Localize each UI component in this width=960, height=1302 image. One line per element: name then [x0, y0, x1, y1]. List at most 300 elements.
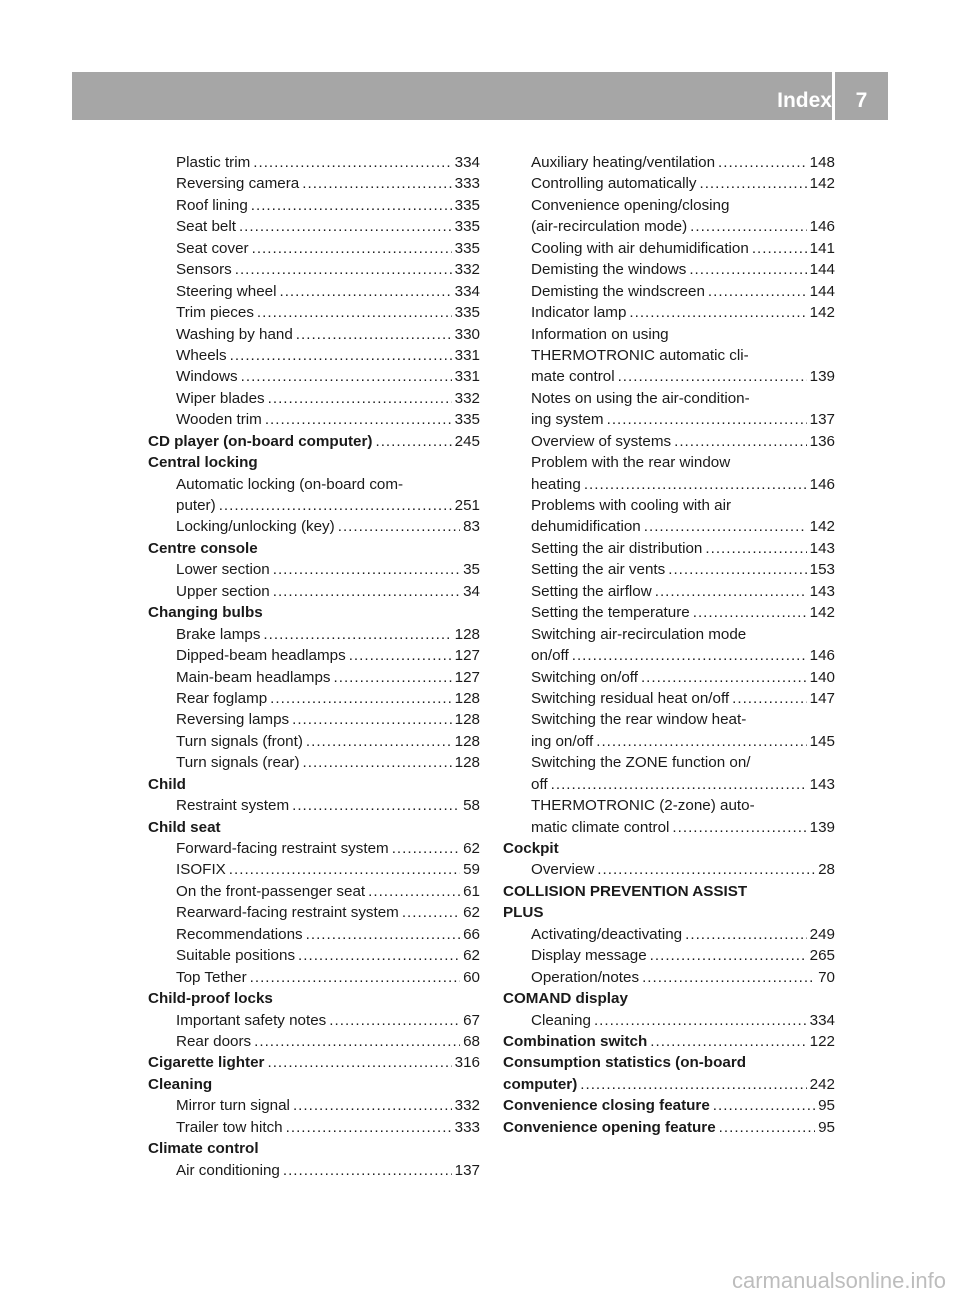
- entry-label: Seat belt: [176, 218, 236, 236]
- index-subentry: [503, 474, 835, 495]
- page-ref: 316: [454, 1054, 480, 1072]
- index-heading: Cleaning: [148, 1075, 213, 1093]
- index-subentry: [503, 645, 835, 666]
- entry-label: Setting the air vents: [531, 561, 666, 579]
- dot-leader: [334, 667, 452, 688]
- page-ref: 139: [809, 368, 835, 386]
- section-title: Index: [777, 89, 832, 112]
- dot-leader: [296, 324, 452, 345]
- index-subentry: [148, 409, 480, 430]
- entry-label: Reversing camera: [176, 175, 300, 193]
- index-heading: Consumption statistics (on-board: [503, 1054, 746, 1072]
- dot-leader: [693, 602, 807, 623]
- index-subentry: [503, 859, 835, 880]
- page-ref: 146: [809, 647, 835, 665]
- dot-leader: [690, 216, 807, 237]
- dot-leader: [685, 924, 807, 945]
- page-ref: 265: [809, 947, 835, 965]
- entry-label: Cigarette lighter: [148, 1054, 265, 1072]
- entry-label: Operation/notes: [531, 968, 640, 986]
- page-ref: 35: [463, 561, 480, 579]
- page-ref: 242: [809, 1075, 835, 1093]
- dot-leader: [699, 173, 806, 194]
- dot-leader: [273, 581, 460, 602]
- dot-leader: [641, 667, 807, 688]
- index-subentry: [148, 1031, 480, 1052]
- page-ref: 153: [809, 561, 835, 579]
- dot-leader: [732, 688, 807, 709]
- dot-leader: [689, 259, 806, 280]
- index-subentry: [148, 752, 480, 773]
- entry-label: Trailer tow hitch: [176, 1118, 283, 1136]
- page-ref: 147: [809, 689, 835, 707]
- page-ref: 62: [463, 904, 480, 922]
- dot-leader: [329, 1010, 460, 1031]
- index-subentry: [503, 281, 835, 302]
- entry-label: Setting the temperature: [531, 604, 690, 622]
- entry-label: dehumidification: [531, 518, 641, 536]
- index-subentry: [148, 838, 480, 859]
- page-ref: 62: [463, 840, 480, 857]
- index-subentry: [503, 602, 835, 623]
- index-subentry-text: Problem with the rear window: [531, 454, 731, 472]
- entry-label: Trim pieces: [176, 304, 254, 322]
- entry-label: Auxiliary heating/ventilation: [531, 154, 716, 171]
- index-subentry: [148, 324, 480, 345]
- entry-label: Brake lamps: [176, 625, 261, 643]
- entry-label: Lower section: [176, 561, 270, 579]
- entry-label: puter): [176, 497, 216, 514]
- entry-label: Sensors: [176, 261, 232, 279]
- index-subentry: [148, 516, 480, 537]
- dot-leader: [642, 967, 815, 988]
- entry-label: Overview: [531, 861, 595, 879]
- index-heading: Cockpit: [503, 840, 559, 857]
- index-subentry: [148, 945, 480, 966]
- index-subentry: [148, 302, 480, 323]
- index-subentry: [148, 152, 480, 173]
- dot-leader: [283, 1160, 452, 1181]
- entry-label: Wooden trim: [176, 411, 262, 429]
- dot-leader: [298, 945, 460, 966]
- dot-leader: [230, 345, 452, 366]
- index-heading: Child: [148, 775, 186, 793]
- index-subentry: [503, 924, 835, 945]
- page-ref: 127: [454, 647, 480, 665]
- page-ref: 58: [463, 797, 480, 815]
- dot-leader: [267, 1052, 451, 1073]
- entry-label: Main-beam headlamps: [176, 668, 331, 686]
- entry-label: Wheels: [176, 346, 227, 364]
- page-ref: 83: [463, 518, 480, 536]
- page-ref: 140: [809, 668, 835, 686]
- index-subentry-text: Convenience opening/closing: [531, 196, 730, 214]
- index-subentry: [503, 173, 835, 194]
- entry-label: Recommendations: [176, 925, 303, 943]
- dot-leader: [644, 516, 807, 537]
- page-ref: 146: [809, 218, 835, 236]
- index-subentry: [148, 731, 480, 752]
- index-heading-entry: [503, 1031, 835, 1052]
- page-ref: 332: [454, 389, 480, 407]
- dot-leader: [349, 645, 452, 666]
- index-subentry: [148, 495, 480, 516]
- dot-leader: [584, 474, 807, 495]
- dot-leader: [279, 281, 451, 302]
- index-subentry: [148, 388, 480, 409]
- page-ref: 143: [809, 582, 835, 600]
- index-subentry: [148, 281, 480, 302]
- dot-leader: [618, 366, 807, 387]
- index-heading-entry: [503, 1117, 835, 1138]
- page-ref: 128: [454, 754, 480, 772]
- page-ref: 335: [454, 218, 480, 236]
- index-subentry: [148, 559, 480, 580]
- index-subentry: [148, 924, 480, 945]
- entry-label: Forward-facing restraint system: [176, 840, 389, 857]
- entry-label: Steering wheel: [176, 282, 277, 300]
- entry-label: Air conditioning: [176, 1161, 280, 1179]
- entry-label: Rear doors: [176, 1032, 252, 1050]
- page-ref: 245: [454, 432, 480, 450]
- entry-label: Display message: [531, 947, 647, 965]
- entry-label: Plastic trim: [176, 154, 251, 171]
- page-ref: 128: [454, 625, 480, 643]
- entry-label: Suitable positions: [176, 947, 296, 965]
- entry-label: ing on/off: [531, 732, 594, 750]
- entry-label: Indicator lamp: [531, 304, 627, 322]
- dot-leader: [551, 774, 807, 795]
- dot-leader: [607, 409, 807, 430]
- index-subentry: [148, 581, 480, 602]
- dot-leader: [655, 581, 807, 602]
- page-ref: 67: [463, 1011, 480, 1029]
- entry-label: ing system: [531, 411, 604, 429]
- entry-label: Locking/unlocking (key): [176, 518, 335, 536]
- dot-leader: [713, 1095, 815, 1116]
- index-heading: Changing bulbs: [148, 604, 263, 622]
- dot-leader: [286, 1117, 452, 1138]
- index-heading: COMAND display: [503, 990, 628, 1008]
- index-subentry: [503, 1010, 835, 1031]
- dot-leader: [674, 431, 807, 452]
- page-ref: 122: [809, 1032, 835, 1050]
- index-column-left: [148, 152, 480, 1181]
- index-subentry: [503, 259, 835, 280]
- index-heading-entry: [148, 431, 480, 452]
- index-subentry: [148, 216, 480, 237]
- dot-leader: [292, 709, 452, 730]
- page-ref: 335: [454, 304, 480, 322]
- index-subentry: [148, 902, 480, 923]
- dot-leader: [263, 624, 451, 645]
- index-subentry-text: Automatic locking (on-board com-: [176, 475, 404, 493]
- entry-label: Controlling automatically: [531, 175, 697, 193]
- index-subentry: [503, 967, 835, 988]
- page-ref: 59: [463, 861, 480, 879]
- index-subentry: [148, 259, 480, 280]
- page-ref: 137: [454, 1161, 480, 1179]
- dot-leader: [253, 152, 451, 173]
- dot-leader: [265, 409, 452, 430]
- index-subentry: [503, 945, 835, 966]
- entry-label: Washing by hand: [176, 325, 293, 343]
- index-subentry: [148, 881, 480, 902]
- watermark: carmanualsonline.info: [731, 1268, 946, 1293]
- entry-label: Demisting the windscreen: [531, 282, 705, 300]
- page-ref: 95: [818, 1097, 835, 1115]
- index-subentry-text: Problems with cooling with air: [531, 497, 732, 514]
- entry-label: matic climate control: [531, 818, 670, 836]
- dot-leader: [251, 195, 452, 216]
- page-number: 7: [855, 89, 868, 112]
- page-ref: 146: [809, 475, 835, 493]
- index-subentry-text: Switching the ZONE function on/: [531, 754, 751, 772]
- page-ref: 66: [463, 925, 480, 943]
- index-subentry: [148, 859, 480, 880]
- page-ref: 333: [454, 175, 480, 193]
- entry-label: Turn signals (front): [176, 732, 303, 750]
- index-subentry: [503, 538, 835, 559]
- page-ref: 144: [809, 261, 835, 279]
- index-subentry: [503, 667, 835, 688]
- index-subentry: [148, 709, 480, 730]
- index-subentry: [148, 195, 480, 216]
- entry-label: Dipped-beam headlamps: [176, 647, 346, 665]
- dot-leader: [375, 431, 451, 452]
- index-subentry-text: THERMOTRONIC automatic cli-: [531, 346, 749, 364]
- page-ref: 128: [454, 689, 480, 707]
- page-ref: 332: [454, 1097, 480, 1115]
- page-ref: 332: [454, 261, 480, 279]
- entry-label: Rear foglamp: [176, 689, 268, 707]
- dot-leader: [306, 924, 460, 945]
- index-subentry: [503, 431, 835, 452]
- page-ref: 334: [454, 154, 480, 171]
- index-subentry: [148, 667, 480, 688]
- entry-label: Important safety notes: [176, 1011, 327, 1029]
- entry-label: Cleaning: [531, 1011, 591, 1029]
- entry-label: (air-recirculation mode): [531, 218, 688, 236]
- entry-label: Cooling with air dehumidification: [531, 239, 749, 257]
- page-ref: 144: [809, 282, 835, 300]
- index-subentry-text: THERMOTRONIC (2-zone) auto-: [531, 797, 755, 815]
- page-ref: 34: [463, 582, 480, 600]
- index-heading: COLLISION PREVENTION ASSIST: [503, 882, 748, 900]
- page-ref: 335: [454, 239, 480, 257]
- dot-leader: [241, 366, 452, 387]
- index-subentry-text: Switching the rear window heat-: [531, 711, 747, 729]
- dot-leader: [235, 259, 452, 280]
- page-ref: 142: [809, 175, 835, 193]
- dot-leader: [580, 1074, 806, 1095]
- index-subentry: [148, 173, 480, 194]
- page-ref: 330: [454, 325, 480, 343]
- page-ref: 148: [809, 154, 835, 171]
- entry-label: Windows: [176, 368, 238, 386]
- index-subentry: [148, 624, 480, 645]
- page-ref: 145: [809, 732, 835, 750]
- entry-label: Overview of systems: [531, 432, 672, 450]
- dot-leader: [368, 881, 460, 902]
- dot-leader: [338, 516, 460, 537]
- index-heading: Climate control: [148, 1140, 259, 1158]
- dot-leader: [257, 302, 452, 323]
- index-subentry-text: Switching air-recirculation mode: [531, 625, 747, 643]
- dot-leader: [303, 752, 452, 773]
- entry-label: Activating/deactivating: [531, 925, 683, 943]
- page-ref: 333: [454, 1118, 480, 1136]
- page-ref: 95: [818, 1118, 835, 1136]
- index-subentry: [148, 1160, 480, 1181]
- dot-leader: [594, 1010, 807, 1031]
- page-ref: 139: [809, 818, 835, 836]
- entry-label: Switching on/off: [531, 668, 638, 686]
- dot-leader: [668, 559, 806, 580]
- page-ref: 335: [454, 411, 480, 429]
- dot-leader: [392, 838, 460, 859]
- dot-leader: [752, 238, 807, 259]
- index-subentry: [148, 345, 480, 366]
- index-heading-entry: [148, 1052, 480, 1073]
- dot-leader: [239, 216, 452, 237]
- entry-label: off: [531, 775, 548, 793]
- entry-label: Restraint system: [176, 797, 290, 815]
- index-subentry-text: Information on using: [531, 325, 669, 343]
- entry-label: Seat cover: [176, 239, 249, 257]
- entry-label: Combination switch: [503, 1032, 648, 1050]
- dot-leader: [268, 388, 452, 409]
- page-ref: 334: [454, 282, 480, 300]
- index-subentry: [503, 559, 835, 580]
- entry-label: Setting the air distribution: [531, 539, 703, 557]
- entry-label: heating: [531, 475, 581, 493]
- page-ref: 142: [809, 304, 835, 322]
- dot-leader: [718, 152, 807, 173]
- index-subentry: [503, 302, 835, 323]
- page-ref: 142: [809, 518, 835, 536]
- index-subentry: [148, 795, 480, 816]
- page-ref: 28: [818, 861, 835, 879]
- page-ref: 70: [818, 968, 835, 986]
- index-subentry: [148, 688, 480, 709]
- index-subentry: [503, 817, 835, 838]
- page-ref: 143: [809, 775, 835, 793]
- entry-label: mate control: [531, 368, 615, 386]
- entry-label: Demisting the windows: [531, 261, 687, 279]
- page-ref: 331: [454, 346, 480, 364]
- entry-label: CD player (on-board computer): [148, 432, 373, 450]
- index-subentry-text: Notes on using the air-condition-: [531, 389, 750, 407]
- dot-leader: [292, 795, 460, 816]
- page-ref: 60: [463, 968, 480, 986]
- index-subentry: [503, 409, 835, 430]
- entry-label: Convenience opening feature: [503, 1118, 716, 1136]
- entry-label: Setting the airflow: [531, 582, 652, 600]
- index-heading: Child seat: [148, 818, 221, 836]
- index-subentry: [148, 645, 480, 666]
- dot-leader: [293, 1095, 452, 1116]
- entry-label: computer): [503, 1075, 578, 1093]
- entry-label: ISOFIX: [176, 861, 226, 879]
- index-subentry: [503, 581, 835, 602]
- index-subentry: [503, 774, 835, 795]
- index-column-right: [503, 152, 835, 1138]
- dot-leader: [719, 1117, 815, 1138]
- dot-leader: [306, 731, 452, 752]
- dot-leader: [252, 238, 452, 259]
- index-heading: PLUS: [503, 904, 544, 922]
- dot-leader: [229, 859, 460, 880]
- page-ref: 142: [809, 604, 835, 622]
- index-heading: Centre console: [148, 539, 258, 557]
- page-ref: 331: [454, 368, 480, 386]
- index-subentry: [503, 238, 835, 259]
- entry-label: on/off: [531, 647, 569, 665]
- dot-leader: [705, 538, 806, 559]
- page-ref: 251: [454, 497, 480, 514]
- index-subentry: [503, 152, 835, 173]
- dot-leader: [596, 731, 806, 752]
- page-ref: 128: [454, 732, 480, 750]
- index-subentry: [148, 1095, 480, 1116]
- entry-label: Top Tether: [176, 968, 247, 986]
- index-subentry: [503, 731, 835, 752]
- entry-label: Convenience closing feature: [503, 1097, 710, 1115]
- entry-label: Mirror turn signal: [176, 1097, 290, 1115]
- entry-label: Switching residual heat on/off: [531, 689, 730, 707]
- page-ref: 143: [809, 539, 835, 557]
- page-ref: 61: [463, 882, 480, 900]
- index-subentry: [503, 516, 835, 537]
- index-subentry: [148, 1117, 480, 1138]
- index-heading-entry: [503, 1095, 835, 1116]
- page-ref: 249: [809, 925, 835, 943]
- index-subentry: [503, 216, 835, 237]
- index-heading-entry: [503, 1074, 835, 1095]
- entry-label: Roof lining: [176, 196, 248, 214]
- page-ref: 68: [463, 1032, 480, 1050]
- index-subentry: [503, 366, 835, 387]
- dot-leader: [219, 495, 452, 516]
- index-subentry: [148, 238, 480, 259]
- index-subentry: [148, 967, 480, 988]
- page-ref: 137: [809, 411, 835, 429]
- dot-leader: [302, 173, 451, 194]
- page-ref: 335: [454, 196, 480, 214]
- index-subentry: [503, 688, 835, 709]
- page-ref: 136: [809, 432, 835, 450]
- entry-label: On the front-passenger seat: [176, 882, 366, 900]
- index-heading: Central locking: [148, 454, 258, 472]
- entry-label: Rearward-facing restraint system: [176, 904, 399, 922]
- page-ref: 128: [454, 711, 480, 729]
- page-ref: 62: [463, 947, 480, 965]
- dot-leader: [650, 1031, 806, 1052]
- dot-leader: [250, 967, 460, 988]
- dot-leader: [597, 859, 815, 880]
- page-ref: 334: [809, 1011, 835, 1029]
- dot-leader: [672, 817, 806, 838]
- dot-leader: [270, 688, 451, 709]
- dot-leader: [402, 902, 460, 923]
- dot-leader: [708, 281, 807, 302]
- entry-label: Upper section: [176, 582, 270, 600]
- entry-label: Wiper blades: [176, 389, 265, 407]
- index-subentry: [148, 1010, 480, 1031]
- index-subentry: [148, 366, 480, 387]
- page-ref: 141: [809, 239, 835, 257]
